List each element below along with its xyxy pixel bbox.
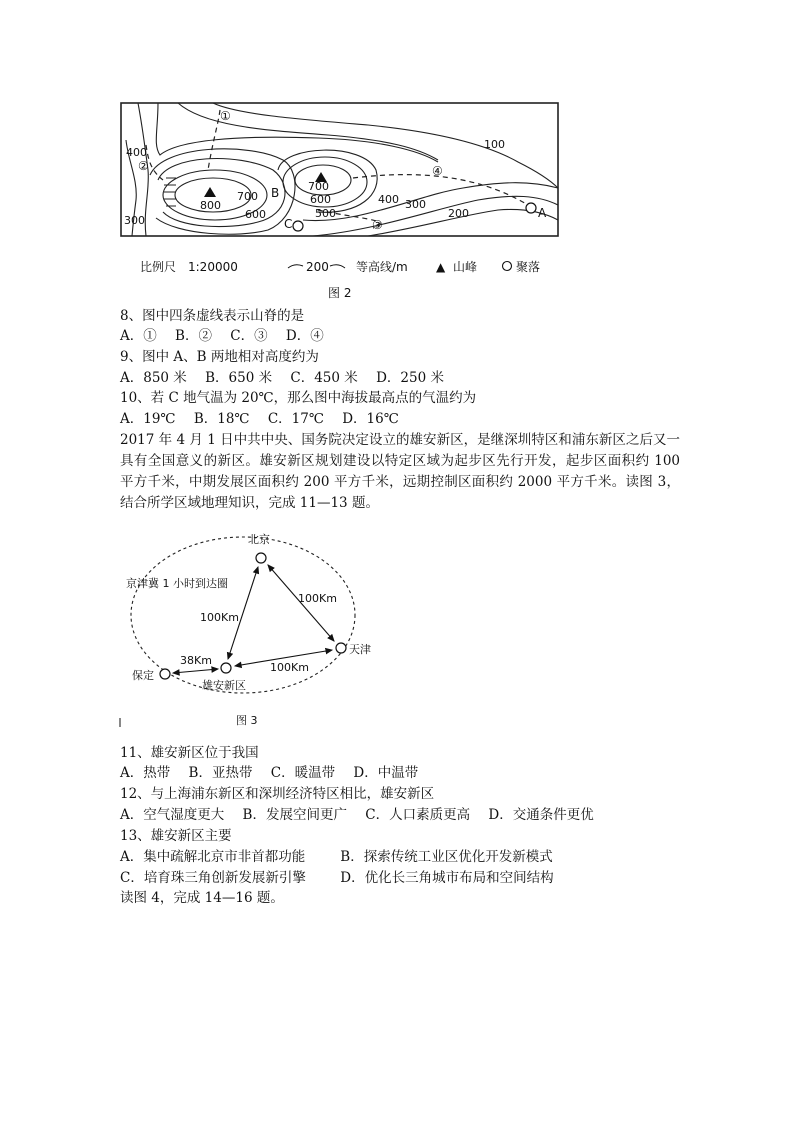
- intro-paragraph: 2017 年 4 月 1 日中共中央、国务院决定设立的雄安新区，是继深圳特区和浦东新区之后又一具有全国意义的新区。雄安新区规划建设以特定区域为起步区先行开发，起步区面积约 100 平方千米，中期发展区面积约 200 平方千米，远期控制区面积约 2000 平方千米。读图 3，结合所学区域地理知识，完成 11—13 题。: [120, 432, 680, 511]
- question-9-stem: 9、图中 A、B 两地相对高度约为: [120, 349, 319, 365]
- peak-icon: [204, 187, 216, 197]
- option-d[interactable]: D．交通条件更优: [488, 807, 594, 823]
- question-13-stem: 13、雄安新区主要: [120, 828, 232, 844]
- beijing-marker: [256, 553, 266, 563]
- contour-label-800: 800: [200, 199, 221, 212]
- point-label-c: C: [284, 217, 293, 231]
- legend-peak-icon: ▲: [436, 260, 446, 274]
- distance-bj-xa: 100Km: [200, 611, 239, 624]
- legend-contour-sample: [288, 265, 303, 268]
- contour-label-600b: 600: [310, 193, 331, 206]
- baoding-label: 保定: [132, 669, 154, 682]
- option-c[interactable]: C．450 米: [290, 370, 358, 386]
- option-d[interactable]: D．16℃: [342, 411, 399, 427]
- settlement-icon: [293, 221, 303, 231]
- question-8-stem: 8、图中四条虚线表示山脊的是: [120, 308, 305, 324]
- option-d[interactable]: D．250 米: [376, 370, 444, 386]
- legend-scale: 比例尺 1:20000: [140, 260, 238, 274]
- question-11-stem: 11、雄安新区位于我国: [120, 745, 259, 761]
- distance-bd-xa: 38Km: [180, 654, 212, 667]
- marker-1: ①: [220, 109, 231, 123]
- contour-label-700: 700: [237, 190, 258, 203]
- option-a[interactable]: A．850 米: [120, 370, 187, 386]
- legend-contour-text: 等高线/m: [356, 260, 408, 274]
- contour-line: [213, 103, 558, 188]
- option-a[interactable]: A．空气湿度更大: [120, 807, 225, 823]
- distance-xa-tj: 100Km: [270, 661, 309, 674]
- question-12-stem: 12、与上海浦东新区和深圳经济特区相比，雄安新区: [120, 786, 435, 802]
- tianjin-marker: [336, 643, 346, 653]
- question-8-options: [120, 326, 338, 346]
- option-d[interactable]: D．优化长三角城市布局和空间结构: [340, 870, 554, 886]
- option-b[interactable]: B．②: [175, 328, 212, 344]
- option-b[interactable]: B．650 米: [205, 370, 273, 386]
- tianjin-label: 天津: [349, 643, 371, 656]
- legend-settlement-icon: [503, 262, 512, 271]
- option-c[interactable]: C．暖温带: [270, 765, 336, 781]
- option-a[interactable]: A．①: [120, 328, 157, 344]
- contour-label-200: 200: [448, 207, 469, 220]
- option-b[interactable]: B．18℃: [193, 411, 250, 427]
- option-c[interactable]: C．③: [230, 328, 268, 344]
- xiongan-label: 雄安新区: [202, 679, 246, 692]
- option-a[interactable]: A．热带: [120, 765, 171, 781]
- option-a[interactable]: A．19℃: [120, 411, 176, 427]
- option-c[interactable]: C．人口素质更高: [365, 807, 471, 823]
- contour-line: [303, 183, 558, 221]
- legend-contour-sample: [330, 265, 345, 268]
- xiongan-marker: [221, 663, 231, 673]
- marker-3: ③: [372, 218, 383, 232]
- baoding-marker: [160, 669, 170, 679]
- legend-peak-text: 山峰: [453, 260, 478, 274]
- option-b[interactable]: B．探索传统工业区优化开发新模式: [340, 849, 553, 865]
- option-b[interactable]: B．亚热带: [188, 765, 253, 781]
- legend-contour-value: 200: [306, 260, 329, 274]
- option-d[interactable]: D．中温带: [353, 765, 419, 781]
- point-label-a: A: [538, 206, 547, 220]
- question-10-stem: 10、若 C 地气温为 20℃，那么图中海拔最高点的气温约为: [120, 390, 477, 406]
- distance-bj-tj: 100Km: [298, 592, 337, 605]
- question-9-options: [120, 368, 458, 388]
- question-13-options-row2: [120, 868, 554, 888]
- option-b[interactable]: B．发展空间更广: [242, 807, 347, 823]
- question-13-options-row1: [120, 847, 553, 867]
- settlement-icon: [526, 203, 536, 213]
- contour-label-100: 100: [484, 138, 505, 151]
- contour-label-500: 500: [315, 207, 336, 220]
- figure-2-caption: 图 2: [328, 286, 352, 300]
- question-10-options: [120, 409, 413, 429]
- figure-3-xiongan-map: [118, 525, 371, 735]
- contour-label-300b: 300: [405, 198, 426, 211]
- arrow-baoding-xiongan: [173, 669, 218, 673]
- marker-2: ②: [138, 159, 149, 173]
- beijing-label: 北京: [248, 533, 270, 546]
- figure-2-contour-map: [118, 100, 568, 305]
- contour-label-300: 300: [124, 214, 145, 227]
- circle-label: 京津冀 1 小时到达圈: [126, 577, 228, 590]
- option-d[interactable]: D．④: [285, 328, 324, 344]
- option-a[interactable]: A．集中疏解北京市非首都功能: [120, 849, 306, 865]
- marker-4: ④: [432, 164, 443, 178]
- contour-label-400: 400: [126, 146, 147, 159]
- question-12-options: [120, 805, 608, 825]
- contour-label-600: 600: [245, 208, 266, 221]
- option-c[interactable]: C．培育珠三角创新发展新引擎: [120, 870, 306, 886]
- point-label-b: B: [271, 186, 280, 200]
- question-11-options: [120, 763, 432, 783]
- closing-line: 读图 4，完成 14—16 题。: [120, 890, 284, 906]
- legend-settlement-text: 聚落: [516, 260, 541, 274]
- figure-3-caption: 图 3: [236, 714, 258, 727]
- option-c[interactable]: C．17℃: [267, 411, 324, 427]
- contour-label-700b: 700: [308, 180, 329, 193]
- contour-label-400b: 400: [378, 193, 399, 206]
